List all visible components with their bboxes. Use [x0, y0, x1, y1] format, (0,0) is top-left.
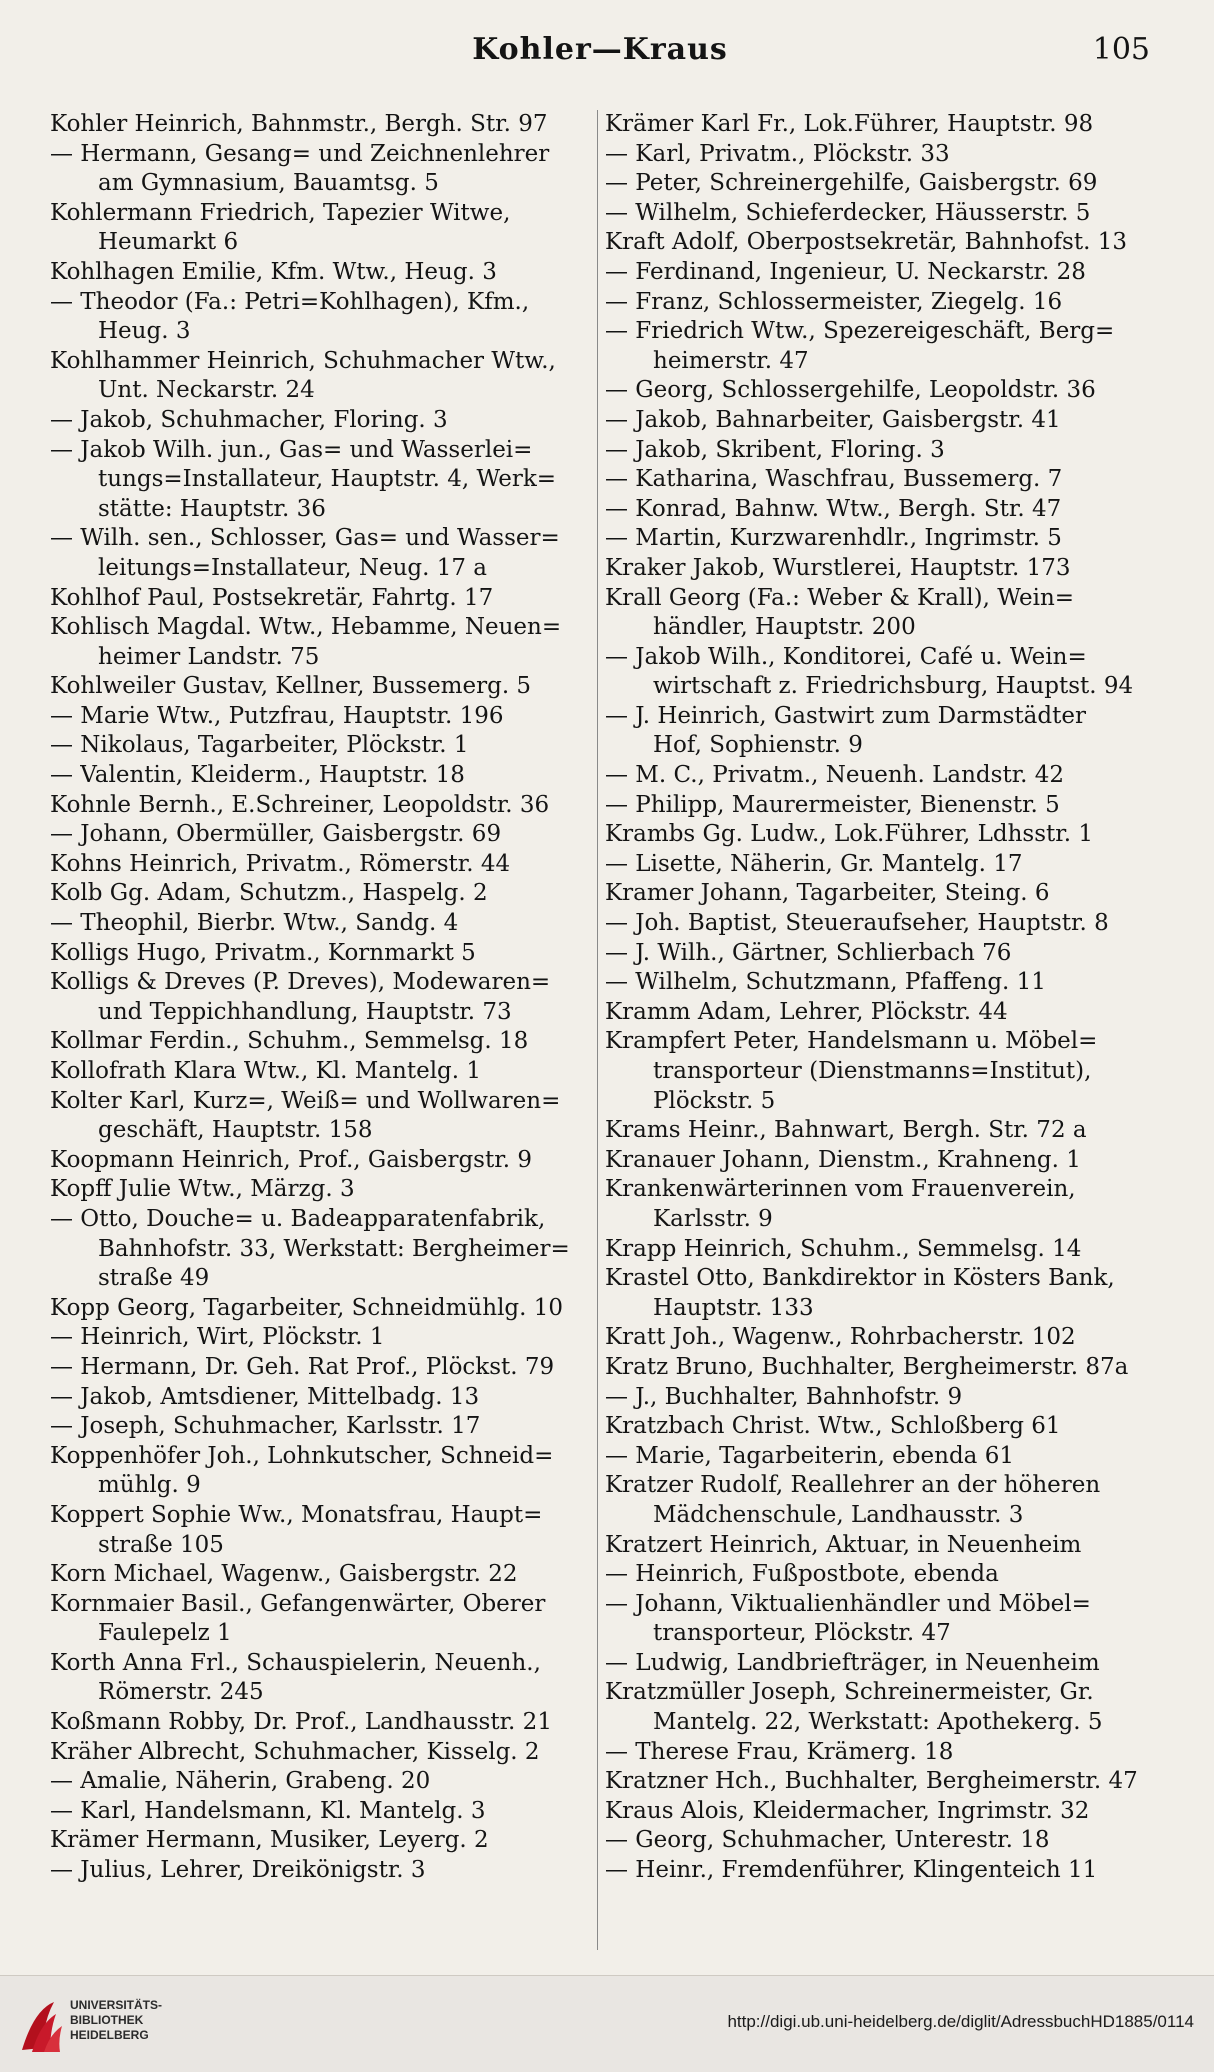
- entry-line: Krämer Hermann, Musiker, Leyerg. 2: [50, 1827, 489, 1854]
- directory-entry: [605, 584, 1150, 643]
- directory-entry: [605, 406, 1150, 436]
- directory-entry: [50, 140, 590, 199]
- entry-line: — Hermann, Gesang= und Zeichnenlehrer: [50, 140, 550, 167]
- directory-entry: [50, 1797, 590, 1827]
- entry-line: Kohlhof Paul, Postsekretär, Fahrtg. 17: [50, 584, 494, 611]
- entry-line: — Jakob Wilh., Konditorei, Café u. Wein=: [605, 643, 1087, 670]
- directory-entry: [50, 1501, 590, 1560]
- directory-entry: [50, 1087, 590, 1146]
- entry-continuation-line: straße 49: [98, 1265, 210, 1292]
- entry-line: — J., Buchhalter, Bahnhofstr. 9: [605, 1383, 963, 1410]
- entry-line: — Heinrich, Fußpostbote, ebenda: [605, 1561, 999, 1588]
- directory-entry: [605, 1383, 1150, 1413]
- directory-entry: [605, 169, 1150, 199]
- entry-line: — Therese Frau, Krämerg. 18: [605, 1738, 954, 1765]
- entry-line: — Georg, Schlossergehilfe, Leopoldstr. 36: [605, 377, 1096, 404]
- directory-entry: [605, 1767, 1150, 1797]
- entry-line: — Joseph, Schuhmacher, Karlsstr. 17: [50, 1413, 481, 1440]
- directory-entry: [605, 228, 1150, 258]
- entry-line: Krastel Otto, Bankdirektor in Kösters Bank,: [605, 1265, 1115, 1292]
- directory-entry: [605, 524, 1150, 554]
- directory-entry: [605, 1264, 1150, 1323]
- directory-entry: [50, 1412, 590, 1442]
- entry-line: — Franz, Schlossermeister, Ziegelg. 16: [605, 288, 1063, 315]
- entry-line: Kratzner Hch., Buchhalter, Bergheimerstr. 47: [605, 1768, 1138, 1795]
- directory-entry: [50, 110, 590, 140]
- directory-entry: [50, 1708, 590, 1738]
- entry-continuation-line: Bahnhofstr. 33, Werkstatt: Bergheimer=: [98, 1235, 570, 1262]
- entry-continuation-line: tungs=Installateur, Hauptstr. 4, Werk=: [98, 466, 557, 493]
- entry-line: Krampfert Peter, Handelsmann u. Möbel=: [605, 1028, 1098, 1055]
- entry-continuation-line: Plöckstr. 5: [653, 1087, 776, 1114]
- entry-line: Kohlermann Friedrich, Tapezier Witwe,: [50, 199, 511, 226]
- entry-line: — Wilhelm, Schutzmann, Pfaffeng. 11: [605, 969, 1046, 996]
- directory-entry: [605, 702, 1150, 761]
- entry-line: — Karl, Handelsmann, Kl. Mantelg. 3: [50, 1797, 486, 1824]
- entry-continuation-line: Römerstr. 245: [98, 1679, 264, 1706]
- entry-line: Krams Heinr., Bahnwart, Bergh. Str. 72 a: [605, 1117, 1087, 1144]
- entry-line: Kollmar Ferdin., Schuhm., Semmelsg. 18: [50, 1028, 529, 1055]
- entry-continuation-line: leitungs=Installateur, Neug. 17 a: [98, 554, 488, 581]
- directory-entry: [50, 347, 590, 406]
- entry-line: Kolligs & Dreves (P. Dreves), Modewaren=: [50, 969, 551, 996]
- entry-continuation-line: transporteur (Dienstmanns=Institut),: [653, 1058, 1092, 1084]
- entry-line: — Peter, Schreinergehilfe, Gaisbergstr. 69: [605, 170, 1098, 197]
- entry-continuation-line: Unt. Neckarstr. 24: [98, 377, 315, 404]
- entry-continuation-line: heimerstr. 47: [653, 347, 809, 374]
- page-number: 105: [1092, 32, 1150, 67]
- directory-entry: [605, 1856, 1150, 1886]
- directory-entry: [605, 1560, 1150, 1590]
- entry-line: — Ludwig, Landbriefträger, in Neuenheim: [605, 1649, 1100, 1676]
- entry-continuation-line: heimer Landstr. 75: [98, 643, 320, 670]
- directory-entry: [605, 436, 1150, 466]
- directory-entry: [605, 850, 1150, 880]
- directory-entry: [605, 643, 1150, 702]
- directory-entry: [50, 850, 590, 880]
- entry-continuation-line: Mädchenschule, Landhausstr. 3: [653, 1501, 1024, 1528]
- directory-entry: [50, 1294, 590, 1324]
- entry-line: Krapp Heinrich, Schuhm., Semmelsg. 14: [605, 1235, 1082, 1262]
- entry-line: — J. Wilh., Gärtner, Schlierbach 76: [605, 939, 1012, 966]
- entry-continuation-line: händler, Hauptstr. 200: [653, 614, 916, 641]
- directory-entry: [605, 317, 1150, 376]
- entry-line: Kohlweiler Gustav, Kellner, Bussemerg. 5: [50, 673, 532, 700]
- entry-line: Krall Georg (Fa.: Weber & Krall), Wein=: [605, 584, 1075, 611]
- entry-line: — Ferdinand, Ingenieur, U. Neckarstr. 28: [605, 258, 1086, 285]
- directory-entry: [605, 1442, 1150, 1472]
- library-name: [70, 1998, 162, 2043]
- directory-entry: [50, 1649, 590, 1708]
- entry-line: — Marie Wtw., Putzfrau, Hauptstr. 196: [50, 702, 504, 729]
- entry-line: — Johann, Obermüller, Gaisbergstr. 69: [50, 821, 502, 848]
- library-name-line: BIBLIOTHEK: [70, 2013, 144, 2027]
- entry-line: Kratzer Rudolf, Reallehrer an der höheren: [605, 1472, 1101, 1499]
- entry-line: Kohler Heinrich, Bahnmstr., Bergh. Str. 97: [50, 111, 548, 137]
- entry-line: — Jakob Wilh. jun., Gas= und Wasserlei=: [50, 436, 533, 463]
- library-name-line: HEIDELBERG: [70, 2028, 149, 2042]
- directory-entry: [50, 1826, 590, 1856]
- entry-line: — Joh. Baptist, Steueraufseher, Hauptstr. 8: [605, 910, 1109, 937]
- directory-entry: [50, 909, 590, 939]
- directory-entry: [50, 584, 590, 614]
- entry-line: Korn Michael, Wagenw., Gaisbergstr. 22: [50, 1561, 518, 1588]
- directory-entry: [605, 1797, 1150, 1827]
- entry-line: Kratzmüller Joseph, Schreinermeister, Gr.: [605, 1679, 1094, 1706]
- entry-continuation-line: am Gymnasium, Bauamtsg. 5: [98, 170, 439, 197]
- entry-line: Korth Anna Frl., Schauspielerin, Neuenh.,: [50, 1649, 541, 1676]
- directory-entry: [50, 613, 590, 672]
- entry-line: Krankenwärterinnen vom Frauenverein,: [605, 1176, 1076, 1203]
- entry-continuation-line: straße 105: [98, 1531, 224, 1558]
- directory-entry: [50, 820, 590, 850]
- entry-line: Kramm Adam, Lehrer, Plöckstr. 44: [605, 998, 1008, 1025]
- directory-entry: [50, 1560, 590, 1590]
- directory-entry: [50, 1767, 590, 1797]
- entry-line: — Otto, Douche= u. Badeapparatenfabrik,: [50, 1205, 546, 1232]
- entry-line: — J. Heinrich, Gastwirt zum Darmstädter: [605, 702, 1086, 729]
- entry-line: Kopff Julie Wtw., Märzg. 3: [50, 1176, 355, 1203]
- entry-line: Krambs Gg. Ludw., Lok.Führer, Ldhsstr. 1: [605, 821, 1093, 848]
- page-header: [50, 32, 1150, 72]
- entry-line: Kohlhagen Emilie, Kfm. Wtw., Heug. 3: [50, 258, 497, 285]
- entry-line: Kratzert Heinrich, Aktuar, in Neuenheim: [605, 1531, 1082, 1558]
- footer-bar: [0, 1975, 1214, 2072]
- directory-entry: [605, 1027, 1150, 1116]
- entry-line: Kramer Johann, Tagarbeiter, Steing. 6: [605, 880, 1050, 907]
- entry-line: Kraft Adolf, Oberpostsekretär, Bahnhofst. 13: [605, 229, 1127, 256]
- entry-line: Kräher Albrecht, Schuhmacher, Kisselg. 2: [50, 1738, 540, 1765]
- directory-entry: [50, 524, 590, 583]
- entry-line: — M. C., Privatm., Neuenh. Landstr. 42: [605, 762, 1065, 789]
- entry-line: — Wilhelm, Schieferdecker, Häusserstr. 5: [605, 199, 1091, 226]
- directory-entry: [50, 1146, 590, 1176]
- entry-line: Koopmann Heinrich, Prof., Gaisbergstr. 9: [50, 1146, 532, 1173]
- entry-line: Kraker Jakob, Wurstlerei, Hauptstr. 173: [605, 554, 1071, 581]
- entry-line: Krämer Karl Fr., Lok.Führer, Hauptstr. 98: [605, 111, 1094, 137]
- directory-entry: [605, 968, 1150, 998]
- entry-line: — Jakob, Amtsdiener, Mittelbadg. 13: [50, 1383, 480, 1410]
- directory-entry: [605, 1471, 1150, 1530]
- directory-entry: [50, 1057, 590, 1087]
- directory-entry: [605, 1826, 1150, 1856]
- entry-line: — Friedrich Wtw., Spezereigeschäft, Berg=: [605, 318, 1115, 345]
- entry-line: Kornmaier Basil., Gefangenwärter, Oberer: [50, 1590, 546, 1617]
- directory-entry: [50, 1027, 590, 1057]
- entry-line: Kraus Alois, Kleidermacher, Ingrimstr. 32: [605, 1797, 1090, 1824]
- entry-line: Kolter Karl, Kurz=, Weiß= und Wollwaren=: [50, 1087, 561, 1114]
- entry-line: — Lisette, Näherin, Gr. Mantelg. 17: [605, 850, 1023, 877]
- entry-continuation-line: mühlg. 9: [98, 1472, 201, 1499]
- entry-continuation-line: Heumarkt 6: [98, 229, 239, 256]
- entry-continuation-line: Karlsstr. 9: [653, 1205, 773, 1232]
- entry-line: Kolligs Hugo, Privatm., Kornmarkt 5: [50, 939, 476, 966]
- column-divider: [597, 110, 598, 1950]
- running-title: Kohler—Kraus: [472, 32, 728, 67]
- entry-line: — Amalie, Näherin, Grabeng. 20: [50, 1768, 431, 1795]
- directory-entry: [605, 288, 1150, 318]
- right-column: [605, 110, 1150, 1886]
- directory-entry: [605, 879, 1150, 909]
- entry-line: Kopp Georg, Tagarbeiter, Schneidmühlg. 10: [50, 1294, 564, 1321]
- directory-entry: [605, 376, 1150, 406]
- directory-entry: [605, 909, 1150, 939]
- directory-entry: [605, 820, 1150, 850]
- directory-entry: [50, 258, 590, 288]
- entry-line: — Nikolaus, Tagarbeiter, Plöckstr. 1: [50, 732, 469, 759]
- entry-line: — Philipp, Maurermeister, Bienenstr. 5: [605, 791, 1060, 818]
- directory-entry: [605, 998, 1150, 1028]
- entry-continuation-line: Faulepelz 1: [98, 1620, 232, 1647]
- directory-entry: [605, 1235, 1150, 1265]
- directory-entry: [605, 554, 1150, 584]
- entry-line: — Katharina, Waschfrau, Bussemerg. 7: [605, 466, 1063, 493]
- entry-line: Kohns Heinrich, Privatm., Römerstr. 44: [50, 850, 511, 877]
- entry-continuation-line: Mantelg. 22, Werkstatt: Apothekerg. 5: [653, 1709, 1103, 1736]
- entry-continuation-line: geschäft, Hauptstr. 158: [98, 1117, 373, 1144]
- entry-line: Kohlhammer Heinrich, Schuhmacher Wtw.,: [50, 347, 556, 374]
- entry-line: — Marie, Tagarbeiterin, ebenda 61: [605, 1442, 1014, 1469]
- directory-entry: [605, 1116, 1150, 1146]
- entry-line: — Jakob, Bahnarbeiter, Gaisbergstr. 41: [605, 406, 1061, 433]
- entry-line: Kratz Bruno, Buchhalter, Bergheimerstr. 87a: [605, 1353, 1129, 1380]
- entry-continuation-line: transporteur, Plöckstr. 47: [653, 1620, 951, 1647]
- entry-line: — Valentin, Kleiderm., Hauptstr. 18: [50, 762, 465, 789]
- entry-line: — Hermann, Dr. Geh. Rat Prof., Plöckst. 79: [50, 1353, 555, 1380]
- entry-line: Kolb Gg. Adam, Schutzm., Haspelg. 2: [50, 880, 488, 907]
- directory-entry: [50, 1383, 590, 1413]
- entry-line: — Martin, Kurzwarenhdlr., Ingrimstr. 5: [605, 525, 1062, 552]
- directory-entry: [50, 702, 590, 732]
- directory-entry: [605, 258, 1150, 288]
- entry-line: Kratzbach Christ. Wtw., Schloßberg 61: [605, 1413, 1061, 1440]
- entry-line: Kohnle Bernh., E.Schreiner, Leopoldstr. 36: [50, 791, 550, 818]
- left-column: [50, 110, 590, 1886]
- entry-continuation-line: Hauptstr. 133: [653, 1294, 814, 1321]
- directory-entry: [605, 199, 1150, 229]
- entry-line: Kranauer Johann, Dienstm., Krahneng. 1: [605, 1146, 1081, 1173]
- entry-line: Koßmann Robby, Dr. Prof., Landhausstr. 21: [50, 1709, 552, 1736]
- source-url[interactable]: http://digi.ub.uni-heidelberg.de/diglit/AdressbuchHD1885/0114: [727, 2012, 1194, 2031]
- directory-entry: [50, 199, 590, 258]
- entry-line: Kollofrath Klara Wtw., Kl. Mantelg. 1: [50, 1058, 482, 1084]
- entry-line: — Wilh. sen., Schlosser, Gas= und Wasser=: [50, 525, 560, 552]
- entry-line: — Jakob, Skribent, Floring. 3: [605, 436, 945, 463]
- entry-line: Kratt Joh., Wagenw., Rohrbacherstr. 102: [605, 1324, 1076, 1351]
- entry-line: — Karl, Privatm., Plöckstr. 33: [605, 140, 950, 167]
- directory-entry: [605, 1590, 1150, 1649]
- entry-continuation-line: und Teppichhandlung, Hauptstr. 73: [98, 998, 512, 1025]
- directory-entry: [50, 791, 590, 821]
- directory-entry: [50, 1205, 590, 1294]
- directory-entry: [605, 1353, 1150, 1383]
- directory-entry: [605, 939, 1150, 969]
- directory-entry: [50, 731, 590, 761]
- directory-entry: [605, 465, 1150, 495]
- entry-line: — Konrad, Bahnw. Wtw., Bergh. Str. 47: [605, 495, 1062, 522]
- directory-entry: [605, 1649, 1150, 1679]
- directory-entry: [50, 288, 590, 347]
- directory-entry: [605, 1678, 1150, 1737]
- entry-continuation-line: Heug. 3: [98, 318, 191, 345]
- entry-line: — Heinrich, Wirt, Plöckstr. 1: [50, 1324, 385, 1351]
- directory-entry: [605, 1175, 1150, 1234]
- entry-line: Koppenhöfer Joh., Lohnkutscher, Schneid=: [50, 1442, 554, 1469]
- entry-line: — Theodor (Fa.: Petri=Kohlhagen), Kfm.,: [50, 288, 530, 315]
- entry-line: — Johann, Viktualienhändler und Möbel=: [605, 1590, 1091, 1617]
- directory-entry: [50, 1353, 590, 1383]
- directory-entry: [605, 495, 1150, 525]
- entry-line: Kohlisch Magdal. Wtw., Hebamme, Neuen=: [50, 614, 562, 641]
- directory-entry: [605, 1146, 1150, 1176]
- directory-entry: [50, 406, 590, 436]
- entry-line: — Julius, Lehrer, Dreikönigstr. 3: [50, 1857, 426, 1884]
- directory-entry: [605, 1323, 1150, 1353]
- entry-line: Koppert Sophie Ww., Monatsfrau, Haupt=: [50, 1501, 543, 1528]
- entry-continuation-line: wirtschaft z. Friedrichsburg, Hauptst. 94: [653, 673, 1134, 700]
- directory-entry: [50, 879, 590, 909]
- directory-entry: [50, 1323, 590, 1353]
- entry-line: — Jakob, Schuhmacher, Floring. 3: [50, 406, 448, 433]
- directory-entry: [50, 761, 590, 791]
- entry-line: — Theophil, Bierbr. Wtw., Sandg. 4: [50, 910, 459, 937]
- directory-entry: [605, 1738, 1150, 1768]
- directory-entry: [605, 110, 1150, 140]
- entry-continuation-line: Hof, Sophienstr. 9: [653, 732, 863, 759]
- entry-continuation-line: stätte: Hauptstr. 36: [98, 495, 326, 522]
- directory-entry: [605, 791, 1150, 821]
- directory-entry: [50, 1590, 590, 1649]
- directory-entry: [50, 1442, 590, 1501]
- directory-entry: [50, 1738, 590, 1768]
- library-name-line: UNIVERSITÄTS-: [70, 1998, 163, 2012]
- directory-entry: [605, 761, 1150, 791]
- directory-entry: [50, 968, 590, 1027]
- entry-line: — Heinr., Fremdenführer, Klingenteich 11: [605, 1857, 1098, 1884]
- directory-entry: [605, 140, 1150, 170]
- directory-entry: [50, 1175, 590, 1205]
- entry-line: — Georg, Schuhmacher, Unterestr. 18: [605, 1827, 1050, 1854]
- directory-entry: [50, 1856, 590, 1886]
- directory-entry: [50, 672, 590, 702]
- directory-entry: [605, 1531, 1150, 1561]
- directory-entry: [50, 939, 590, 969]
- directory-entry: [50, 436, 590, 525]
- directory-entry: [605, 1412, 1150, 1442]
